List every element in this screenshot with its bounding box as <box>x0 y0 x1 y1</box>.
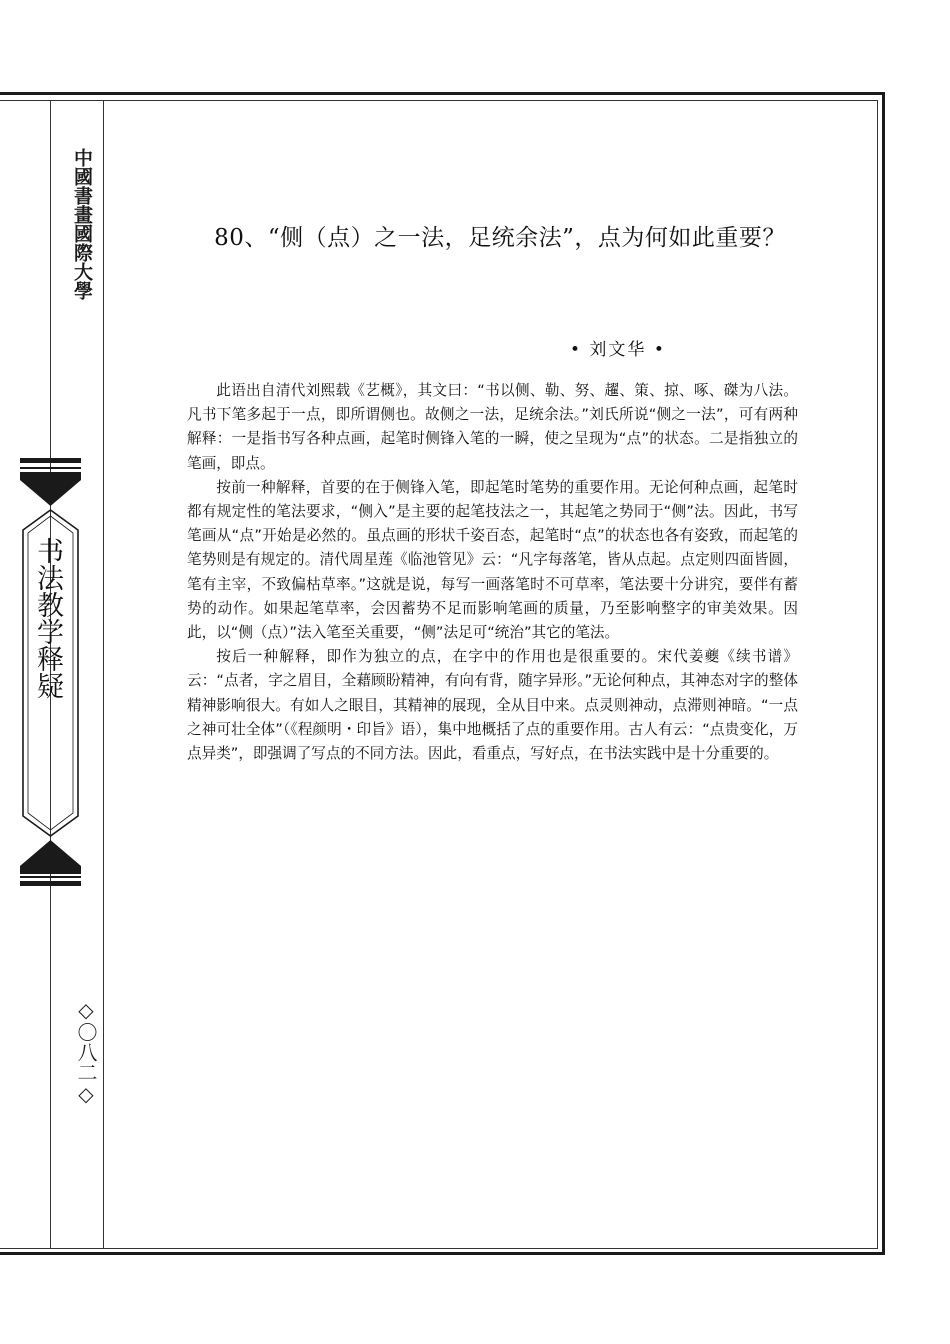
article-author: • 刘文华 • <box>570 340 666 360</box>
sidebar-rule-right <box>103 100 104 1249</box>
article-body <box>187 379 798 766</box>
article-heading: 80、“侧（点）之一法，足统余法”，点为何如此重要？ <box>214 225 786 251</box>
book-title: 书法教学释疑 <box>32 537 63 699</box>
band-rule-top-thin <box>20 467 81 469</box>
paragraph: 按前一种解释，首要的在于侧锋入笔，即起笔时笔势的重要作用。无论何种点画，起笔时都有规定性的笔法要求，“侧入”是主要的起笔技法之一，其起笔之势同于“侧”法。因此，书写笔画从“点”开始是必然的。虽点画的形状千姿百态，起笔时“点”的状态也各有姿致，而起笔的笔势则是有规定的。清代周星莲《临池管见》云：“凡字每落笔，皆从点起。点定则四面皆圆，笔有主宰，不致偏枯草率。”这就是说，每写一画落笔时不可草率，笔法要十分讲究，要伴有蓄势的动作。如果起笔草率，会因蓄势不足而影响笔画的质量，乃至影响整字的审美效果。因此，以“侧（点）”法入笔至关重要，“侧”法足可“统治”其它的笔法。 <box>187 478 798 642</box>
paragraph: 此语出自清代刘熙载《艺概》，其文曰：“书以侧、勒、努、趯、策、掠、啄、磔为八法。凡书下笔多起于一点，即所谓侧也。故侧之一法，足统余法。”刘氏所说“侧之一法”，可有两种解释：一是指书写各种点画，起笔时侧锋入笔的一瞬，使之呈现为“点”的状态。二是指独立的笔画，即点。 <box>187 382 798 472</box>
paragraph: 按后一种解释，即作为独立的点，在字中的作用也是很重要的。宋代姜夔《续书谱》云：“点者，字之眉目，全藉顾盼精神，有向有背，随字异形。”无论何种点，其神态对字的整体精神影响很大。有如人之眼目，其精神的展现，全从目中来。点灵则神动，点滞则神暗。“一点之神可壮全体”（《程颜明・印旨》语），集中地概括了点的重要作用。古人有云：“点贵变化，万点异类”，即强调了写点的不同方法。因此，看重点，写好点，在书法实践中是十分重要的。 <box>187 648 798 763</box>
series-title: 中國書畫國際大學 <box>71 148 93 300</box>
band-rule-bottom-thin <box>20 876 81 878</box>
page-number: ◇〇八二◇ <box>74 998 98 1106</box>
band-rule-bottom-thick <box>20 881 81 886</box>
band-rule-top-thick <box>20 458 81 463</box>
